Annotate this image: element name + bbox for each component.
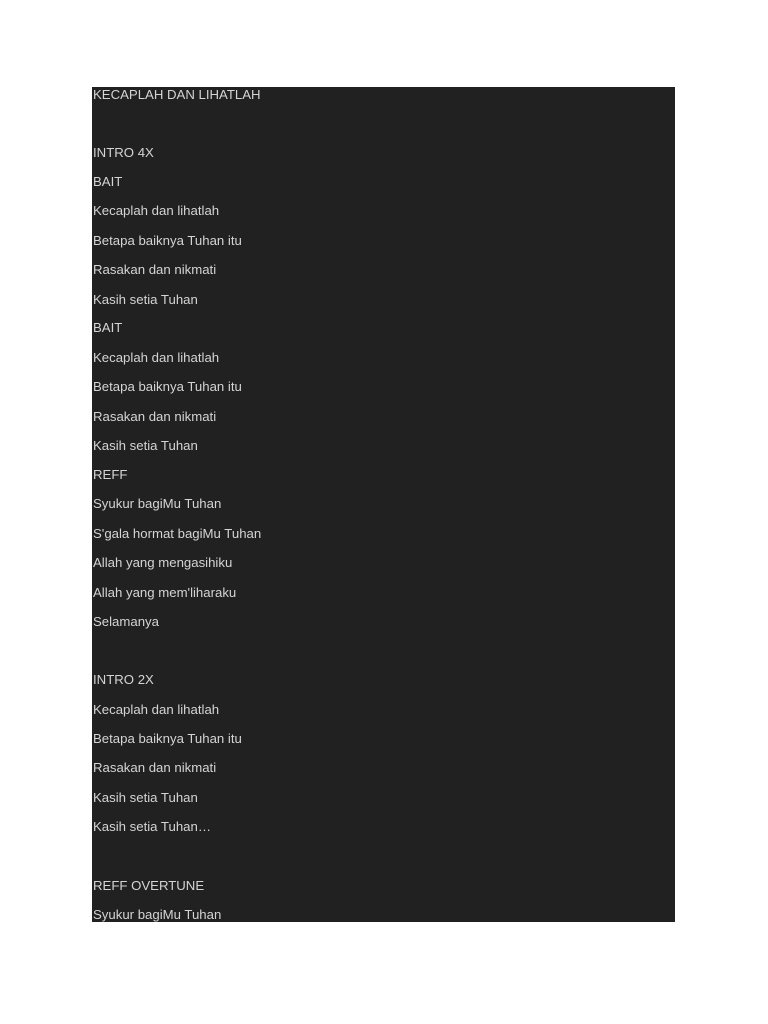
lyric-line: Allah yang mengasihiku <box>93 555 233 570</box>
section-label: REFF <box>93 467 128 482</box>
section-label: BAIT <box>93 320 123 335</box>
lyric-line: Betapa baiknya Tuhan itu <box>93 233 242 248</box>
lyric-line: Kecaplah dan lihatlah <box>93 350 220 365</box>
lyric-line: Kecaplah dan lihatlah <box>93 203 220 218</box>
lyric-line: Selamanya <box>93 614 159 629</box>
lyric-line: Betapa baiknya Tuhan itu <box>93 379 242 394</box>
lyric-line: Allah yang mem'liharaku <box>93 585 237 600</box>
lyric-line: Rasakan dan nikmati <box>93 760 217 775</box>
lyric-line: Kecaplah dan lihatlah <box>93 702 220 717</box>
lyric-line: Syukur bagiMu Tuhan <box>93 907 222 922</box>
lyric-line: Rasakan dan nikmati <box>93 409 217 424</box>
song-title: KECAPLAH DAN LIHATLAH <box>93 87 261 102</box>
section-label: BAIT <box>93 174 123 189</box>
lyric-line: Betapa baiknya Tuhan itu <box>93 731 242 746</box>
lyric-line: S'gala hormat bagiMu Tuhan <box>93 526 262 541</box>
section-label: REFF OVERTUNE <box>93 878 205 893</box>
section-label: INTRO 2X <box>93 672 154 687</box>
section-label: INTRO 4X <box>93 145 154 160</box>
lyric-line: Rasakan dan nikmati <box>93 262 217 277</box>
lyric-line: Kasih setia Tuhan <box>93 790 198 805</box>
lyric-line: Kasih setia Tuhan… <box>93 819 212 834</box>
lyric-line: Syukur bagiMu Tuhan <box>93 496 222 511</box>
lyric-line: Kasih setia Tuhan <box>93 292 198 307</box>
lyric-line: Kasih setia Tuhan <box>93 438 198 453</box>
lyrics-panel <box>92 87 675 922</box>
